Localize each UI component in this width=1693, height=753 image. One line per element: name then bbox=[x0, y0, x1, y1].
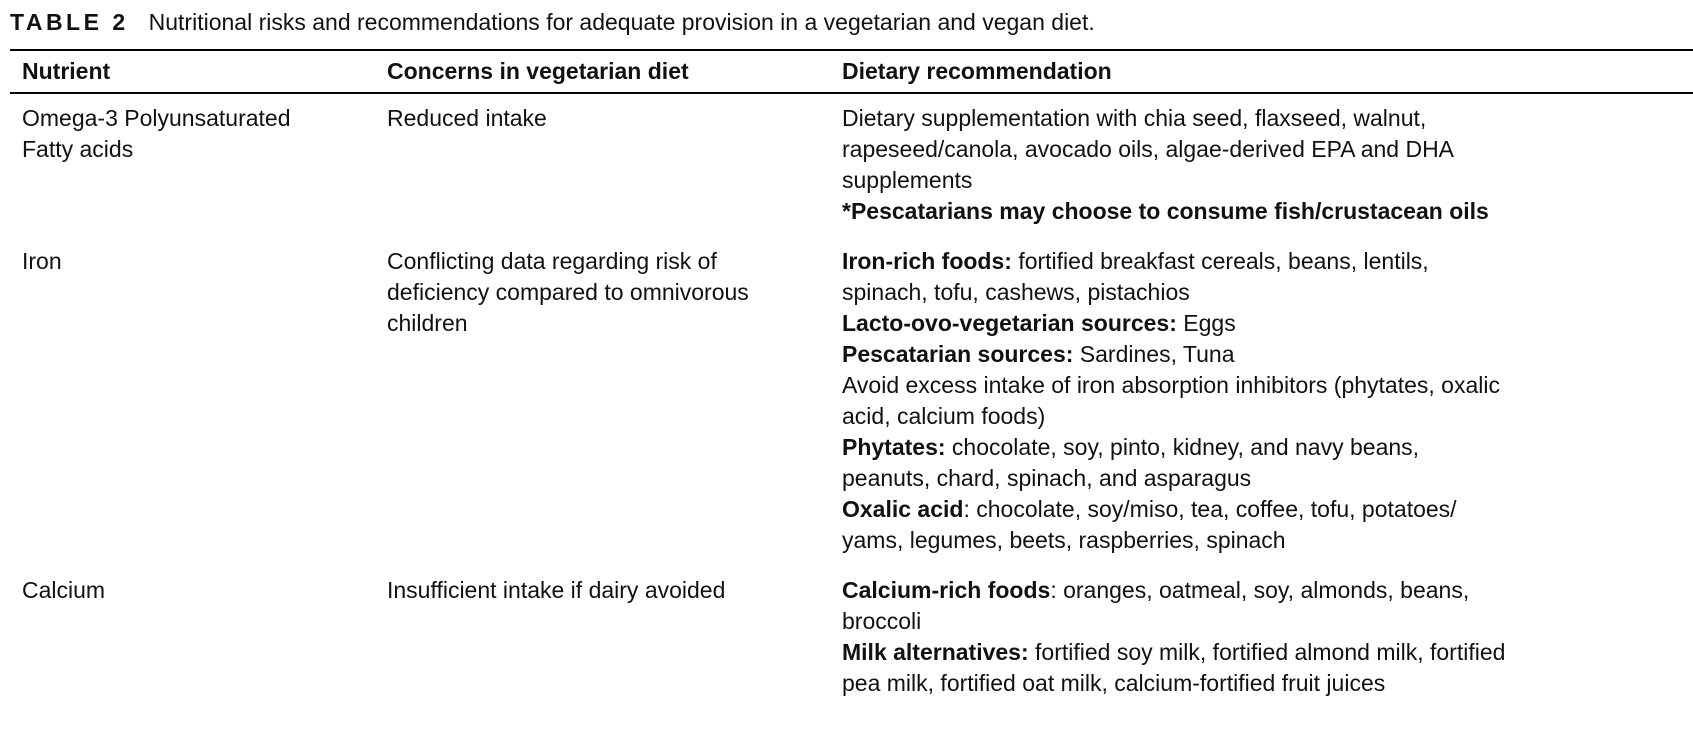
recommendation-text: chocolate, soy, pinto, kidney, and navy beans, bbox=[945, 434, 1420, 460]
recommendation-emphasis: Oxalic acid bbox=[842, 496, 964, 522]
table-title: Nutritional risks and recommendations for adequate provision in a vegetarian and vegan diet. bbox=[148, 9, 1095, 35]
recommendation-line bbox=[842, 277, 1500, 308]
recommendation-cell bbox=[842, 575, 1505, 699]
nutrient-line: Omega-3 Polyunsaturated bbox=[22, 105, 291, 131]
recommendation-text: fortified breakfast cereals, beans, lentils, bbox=[1011, 248, 1429, 274]
recommendation-cell bbox=[842, 103, 1489, 227]
table-caption bbox=[10, 8, 1095, 36]
concern-cell bbox=[387, 103, 547, 134]
concern-line: Conflicting data regarding risk of bbox=[387, 248, 717, 274]
column-header-nutrient: Nutrient bbox=[22, 58, 111, 84]
concern-line: children bbox=[387, 310, 468, 336]
recommendation-line bbox=[842, 370, 1500, 401]
recommendation-text: supplements bbox=[842, 167, 973, 193]
nutrient-line: Fatty acids bbox=[22, 136, 134, 162]
recommendation-emphasis: Lacto-ovo-vegetarian sources: bbox=[842, 310, 1177, 336]
recommendation-line bbox=[842, 246, 1500, 277]
recommendation-emphasis: Milk alternatives: bbox=[842, 639, 1029, 665]
recommendation-line bbox=[842, 575, 1505, 606]
concern-line: Insufficient intake if dairy avoided bbox=[387, 577, 726, 603]
recommendation-line bbox=[842, 308, 1500, 339]
recommendation-emphasis: Calcium-rich foods bbox=[842, 577, 1051, 603]
recommendation-cell bbox=[842, 246, 1500, 556]
recommendation-text: fortified soy milk, fortified almond milk, fortified bbox=[1028, 639, 1506, 665]
recommendation-line bbox=[842, 339, 1500, 370]
recommendation-text: Avoid excess intake of iron absorption inhibitors (phytates, oxalic bbox=[842, 372, 1500, 398]
recommendation-emphasis: Iron-rich foods: bbox=[842, 248, 1012, 274]
recommendation-text: Eggs bbox=[1176, 310, 1236, 336]
recommendation-text: Dietary supplementation with chia seed, flaxseed, walnut, bbox=[842, 105, 1427, 131]
recommendation-text: : oranges, oatmeal, soy, almonds, beans, bbox=[1050, 577, 1470, 603]
recommendation-line bbox=[842, 525, 1500, 556]
concern-cell bbox=[387, 246, 749, 339]
recommendation-line bbox=[842, 494, 1500, 525]
recommendation-text: broccoli bbox=[842, 608, 922, 634]
recommendation-text: pea milk, fortified oat milk, calcium-fortified fruit juices bbox=[842, 670, 1386, 696]
recommendation-line bbox=[842, 432, 1500, 463]
column-header-recommendation: Dietary recommendation bbox=[842, 58, 1112, 84]
recommendation-emphasis: Pescatarian sources: bbox=[842, 341, 1074, 367]
recommendation-line bbox=[842, 134, 1489, 165]
column-header-concerns: Concerns in vegetarian diet bbox=[387, 58, 689, 84]
nutrient-line: Calcium bbox=[22, 577, 106, 603]
recommendation-line bbox=[842, 463, 1500, 494]
concern-line: deficiency compared to omnivorous bbox=[387, 279, 749, 305]
recommendation-text: Sardines, Tuna bbox=[1073, 341, 1235, 367]
table-header-rule bbox=[10, 92, 1693, 94]
recommendation-line bbox=[842, 401, 1500, 432]
table-label: TABLE 2 bbox=[10, 9, 129, 35]
recommendation-line bbox=[842, 196, 1489, 227]
recommendation-text: spinach, tofu, cashews, pistachios bbox=[842, 279, 1190, 305]
recommendation-text: rapeseed/canola, avocado oils, algae-derived EPA and DHA bbox=[842, 136, 1455, 162]
recommendation-line bbox=[842, 668, 1505, 699]
recommendation-emphasis: *Pescatarians may choose to consume fish/crustacean oils bbox=[842, 198, 1489, 224]
nutrient-cell bbox=[22, 246, 62, 277]
recommendation-line bbox=[842, 606, 1505, 637]
recommendation-text: acid, calcium foods) bbox=[842, 403, 1046, 429]
concern-line: Reduced intake bbox=[387, 105, 547, 131]
recommendation-line bbox=[842, 637, 1505, 668]
recommendation-text: yams, legumes, beets, raspberries, spinach bbox=[842, 527, 1286, 553]
recommendation-line bbox=[842, 103, 1489, 134]
recommendation-text: peanuts, chard, spinach, and asparagus bbox=[842, 465, 1252, 491]
recommendation-text: : chocolate, soy/miso, tea, coffee, tofu, potatoes/ bbox=[963, 496, 1457, 522]
table-top-rule bbox=[10, 49, 1693, 51]
nutrient-cell bbox=[22, 575, 105, 606]
concern-cell bbox=[387, 575, 725, 606]
nutrient-line: Iron bbox=[22, 248, 62, 274]
recommendation-line bbox=[842, 165, 1489, 196]
nutrient-cell bbox=[22, 103, 291, 165]
recommendation-emphasis: Phytates: bbox=[842, 434, 946, 460]
